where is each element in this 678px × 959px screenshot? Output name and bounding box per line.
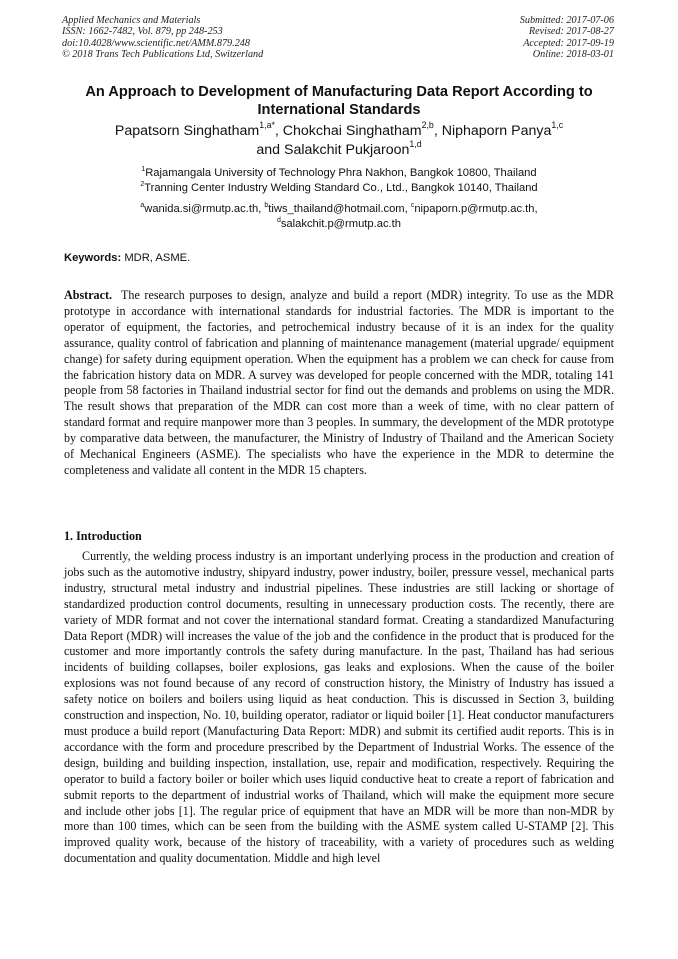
abstract-text: The research purposes to design, analyze and build a report (MDR) integrity. To use as the MDR prototype in accordance with international standards for industrial factories. The MDR is important to the operator of equipment, the factories, and petrochemical industry because of it is an index for the quality assurance, quality control of fabrication and planning of maintenance management (material upgrade/ equipment change) for safety during equipment operation. When the equipment has a problem we can check for cause from the fabrication history data on MDR. A survey was developed for people concerned with the MDR, totaling 141 people from 58 factories in Thailand industrial sector for find out the demands and problems on using the MDR. The result shows that preparation of the MDR can cost more than a week of time, with no clear pattern of standard format and require manpower more than 3 peoples. In summary, the development of the MDR prototype by comparative data between, the manufacturer, the Ministry of Industry of Thailand and the American Society of Mechanical Engineers (ASME). The specialists who have the experience in the MDR to determine the completeness and validate all content in the MDR 15 chapters. <box>64 288 614 477</box>
submission-dates <box>520 15 614 60</box>
keywords <box>64 251 190 266</box>
email-link[interactable]: tiws_thailand@hotmail.com <box>268 203 405 215</box>
keywords-value: MDR, ASME. <box>124 252 191 264</box>
date-online: Online: 2018-03-01 <box>532 48 614 60</box>
email-separator: , <box>404 203 411 215</box>
affiliation-line <box>40 166 638 181</box>
author-superscript: 1,d <box>409 139 422 150</box>
affiliation-text: Tranning Center Industry Welding Standard Co., Ltd., Bangkok 10140, Thailand <box>144 182 538 194</box>
affiliations <box>40 166 638 196</box>
author-separator: and <box>256 142 284 158</box>
keywords-label: Keywords: <box>64 252 122 264</box>
affiliation-text: Rajamangala University of Technology Phra Nakhon, Bangkok 10800, Thailand <box>145 167 537 179</box>
author-superscript: 1,a* <box>259 120 275 131</box>
author-separator: , <box>274 123 283 139</box>
affiliation-line <box>40 181 638 196</box>
abstract <box>64 288 614 479</box>
journal-info <box>62 15 263 60</box>
author-superscript: 1,c <box>551 120 564 131</box>
email-superscript: a <box>140 201 145 209</box>
date-accepted: Accepted: 2017-09-19 <box>523 37 614 49</box>
introduction-text: Currently, the welding process industry is an important underlying process in the production and creation of jobs such as the automotive industry, shipyard industry, power industry, boiler, pressure vessel, mechanical parts industry, structural metal industry and industrial pipelines. These industries are still lacking or shortage of standardized production control documents, resulting in unnecessary production costs. The recently, there are variety of MDR format and not cover the international standard format. Creating a standardized Manufacturing Data Report (MDR) will increases the value of the job and the confidence in the product that is produced for the customer and more importantly controls the safety during manufacture. In the past, Thailand has had serious incidents of building collapses, boiler explosions, gas leaks and explosions. When the cause of the boiler explosions was not found because of any record of construction history, the Ministry of Industry has issued a safety notice on boilers and boilers using liquid as heat conduction. This is discussed in Section 3, building construction and inspection, No. 10, building operator, radiator or liquid boiler [1]. Heat conductor manufacturers must produce a build report (Manufacturing Data Report: MDR) and submit its certified audit reports. This is in accordance with the form and procedure prescribed by the Department of Industrial Works. The essence of the design, building and building inspection, installation, use, repair and modification, respectively. Requiring the operator to build a factory boiler or boiler which uses liquid conductive heat to create a report of fabrication and submit reports to the department of industrial works of Thailand, which will make the equipment more secure and include other jobs [1]. The regular price of equipment that have an MDR will be more than non-MDR by more than 100 times, which can be seen from the building with the ASME system called U-STAMP [2]. This improved quality work, because of the history of traceability, with a variety of procedures such as welding documentation and quality documentation. Middle and high level <box>64 549 614 866</box>
paper-title: An Approach to Development of Manufacturing Data Report According to International Standards <box>85 84 593 118</box>
date-revised: Revised: 2017-08-27 <box>528 26 614 38</box>
email-superscript: d <box>276 216 281 224</box>
author-name: Chokchai Singhatham <box>282 123 422 139</box>
date-submitted: Submitted: 2017-07-06 <box>519 15 614 26</box>
journal-issn: ISSN: 1662-7482, Vol. 879, pp 248-253 <box>62 26 223 38</box>
email-link[interactable]: nipaporn.p@rmutp.ac.th <box>414 203 535 215</box>
affiliation-superscript: 2 <box>140 180 145 188</box>
email-superscript: b <box>264 201 269 209</box>
affiliation-superscript: 1 <box>141 165 146 173</box>
author-separator: , <box>433 123 442 139</box>
journal-name: Applied Mechanics and Materials <box>62 15 201 26</box>
author-name: Salakchit Pukjaroon <box>283 142 410 158</box>
email-link[interactable]: wanida.si@rmutp.ac.th <box>144 203 259 215</box>
author-emails <box>40 202 638 232</box>
author-list <box>40 122 638 160</box>
journal-doi: doi:10.4028/www.scientific.net/AMM.879.248 <box>62 37 250 49</box>
email-separator: , <box>534 203 538 215</box>
author-name: Niphaporn Panya <box>441 123 552 139</box>
abstract-label: Abstract. <box>64 288 113 302</box>
email-link[interactable]: salakchit.p@rmutp.ac.th <box>280 218 402 230</box>
author-superscript: 2,b <box>421 120 434 131</box>
email-separator: , <box>258 203 265 215</box>
author-name: Papatsorn Singhatham <box>114 123 260 139</box>
email-superscript: c <box>410 201 415 209</box>
section-heading-introduction: 1. Introduction <box>64 529 142 543</box>
journal-copyright: © 2018 Trans Tech Publications Ltd, Switzerland <box>62 48 264 60</box>
